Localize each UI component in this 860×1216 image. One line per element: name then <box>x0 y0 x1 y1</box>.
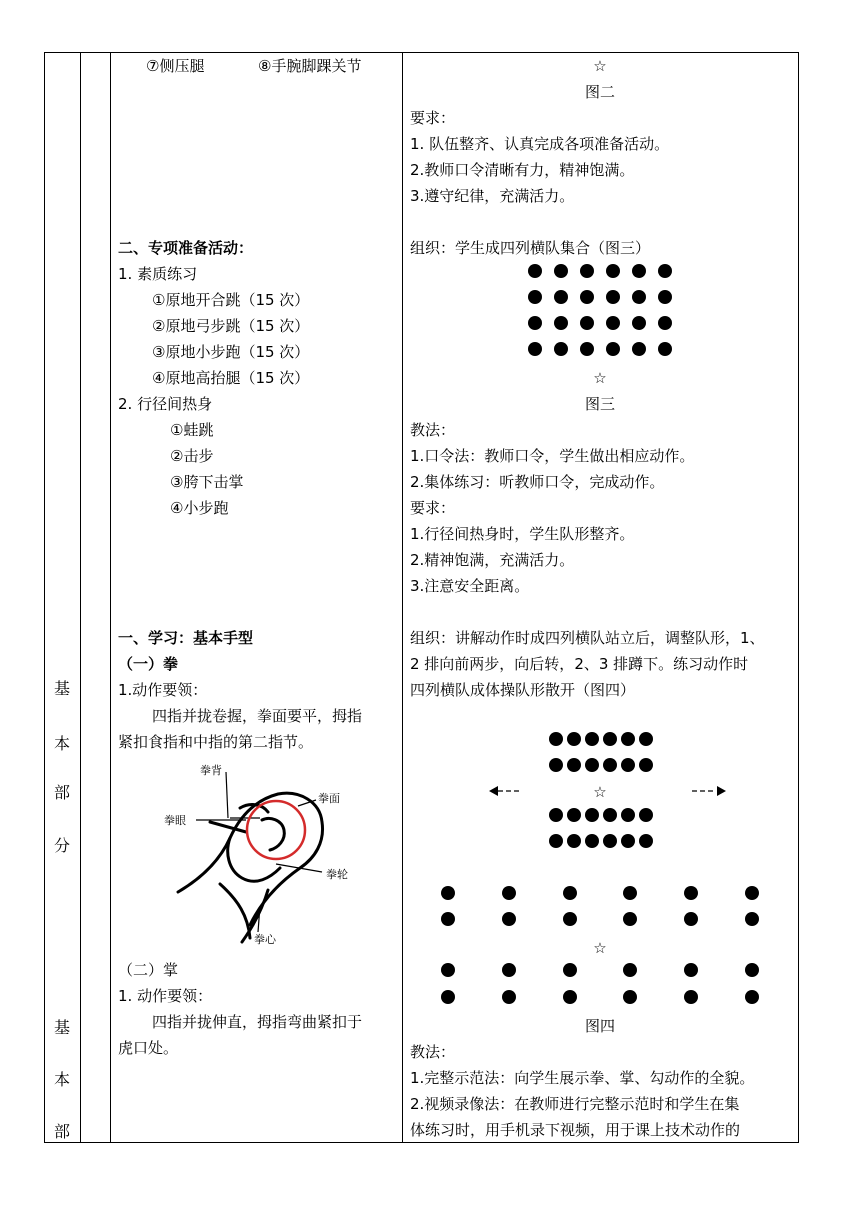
fist-label-back: 拳背 <box>200 765 222 777</box>
student-dot <box>606 316 620 330</box>
figure-caption: 图三 <box>584 395 615 413</box>
organization-text: 组织：学生成四列横队集合（图三） <box>410 239 651 257</box>
student-dot <box>502 963 516 977</box>
student-dot <box>585 758 599 772</box>
method-title: 教法： <box>410 1043 456 1061</box>
fist-req-title: 1.动作要领： <box>118 681 208 699</box>
requirement-item: 3.遵守纪律，充满活力。 <box>410 187 575 205</box>
student-dot <box>658 316 672 330</box>
student-dot <box>563 963 577 977</box>
student-dot <box>632 264 646 278</box>
palm-req-text: 四指并拢伸直，拇指弯曲紧扣于 <box>152 1013 363 1031</box>
fist-req-text: 四指并拢卷握，拳面要平，拇指 <box>152 707 363 725</box>
organization-text: 2 排向前两步，向后转，2、3 排蹲下。练习动作时 <box>410 655 749 673</box>
student-dot <box>603 808 617 822</box>
list-item: ④小步跑 <box>170 499 229 517</box>
student-dot <box>745 912 759 926</box>
organization-text: 四列横队成体操队形散开（图四） <box>410 681 636 699</box>
student-dot <box>502 912 516 926</box>
student-dot <box>639 758 653 772</box>
student-dot <box>658 264 672 278</box>
teacher-star: ☆ <box>593 939 607 957</box>
student-dot <box>632 316 646 330</box>
right-arrow-icon <box>690 786 726 796</box>
student-dot <box>549 758 563 772</box>
list-item: ④原地高抬腿（15 次） <box>152 369 310 387</box>
list-item: ③原地小步跑（15 次） <box>152 343 310 361</box>
student-dot <box>528 264 542 278</box>
student-dot <box>580 264 594 278</box>
method-item: 2.集体练习：听教师口令，完成动作。 <box>410 473 665 491</box>
fist-req-text: 紧扣食指和中指的第二指节。 <box>118 733 314 751</box>
table-border-col3 <box>402 52 403 1143</box>
student-dot <box>603 834 617 848</box>
student-dot <box>528 316 542 330</box>
side-label-char: 基 <box>53 1018 70 1037</box>
palm-req-title: 1. 动作要领： <box>118 987 213 1005</box>
list-heading: 2. 行径间热身 <box>118 395 213 413</box>
student-dot <box>502 886 516 900</box>
teacher-star: ☆ <box>593 369 607 387</box>
student-dot <box>554 342 568 356</box>
method-item: 体练习时，用手机录下视频，用于课上技术动作的 <box>410 1121 741 1139</box>
palm-req-text: 虎口处。 <box>118 1039 179 1057</box>
stretch-item-8: ⑧手腕脚踝关节 <box>258 57 362 75</box>
student-dot <box>567 732 581 746</box>
fist-label-heart: 拳心 <box>254 934 276 946</box>
method-title: 教法： <box>410 421 456 439</box>
student-dot <box>585 834 599 848</box>
student-dot <box>567 758 581 772</box>
student-dot <box>684 990 698 1004</box>
side-label-char: 本 <box>53 1070 70 1089</box>
section-title-basic-hand: 一、学习：基本手型 <box>118 629 254 647</box>
list-item: ③胯下击掌 <box>170 473 244 491</box>
list-item: ②击步 <box>170 447 214 465</box>
method-item: 1.完整示范法：向学生展示拳、掌、勾动作的全貌。 <box>410 1069 755 1087</box>
student-dot <box>563 886 577 900</box>
requirements-title: 要求： <box>410 109 456 127</box>
student-dot <box>554 316 568 330</box>
side-label-char: 本 <box>53 734 70 753</box>
fist-label-face: 拳面 <box>318 793 340 805</box>
side-label-char: 部 <box>53 1122 70 1141</box>
student-dot <box>441 912 455 926</box>
student-dot <box>621 758 635 772</box>
student-dot <box>639 808 653 822</box>
student-dot <box>639 834 653 848</box>
student-dot <box>639 732 653 746</box>
student-dot <box>549 808 563 822</box>
requirement-item: 2.精神饱满，充满活力。 <box>410 551 575 569</box>
student-dot <box>563 912 577 926</box>
list-item: ①原地开合跳（15 次） <box>152 291 310 309</box>
student-dot <box>580 290 594 304</box>
student-dot <box>549 834 563 848</box>
student-dot <box>585 808 599 822</box>
subsection-title-fist: （一）拳 <box>118 655 179 673</box>
student-dot <box>745 990 759 1004</box>
side-label-char: 基 <box>53 679 70 698</box>
teacher-star: ☆ <box>593 57 607 75</box>
student-dot <box>441 990 455 1004</box>
student-dot <box>528 290 542 304</box>
table-border-right <box>798 52 799 1143</box>
student-dot <box>441 886 455 900</box>
student-dot <box>554 264 568 278</box>
student-dot <box>580 316 594 330</box>
student-dot <box>502 990 516 1004</box>
student-dot <box>567 834 581 848</box>
fist-label-wheel: 拳轮 <box>326 869 348 881</box>
list-item: ②原地弓步跳（15 次） <box>152 317 310 335</box>
student-dot <box>745 963 759 977</box>
table-border-left <box>44 52 45 1143</box>
side-label-char: 分 <box>53 836 70 855</box>
table-border-col2 <box>110 52 111 1143</box>
student-dot <box>623 963 637 977</box>
student-dot <box>603 732 617 746</box>
requirement-item: 3.注意安全距离。 <box>410 577 530 595</box>
student-dot <box>621 732 635 746</box>
teacher-star: ☆ <box>593 783 607 801</box>
student-dot <box>632 342 646 356</box>
requirement-item: 1.行径间热身时，学生队形整齐。 <box>410 525 635 543</box>
student-dot <box>623 912 637 926</box>
student-dot <box>684 912 698 926</box>
subsection-title-palm: （二）掌 <box>118 961 179 979</box>
student-dot <box>563 990 577 1004</box>
student-dot <box>658 290 672 304</box>
student-dot <box>621 808 635 822</box>
student-dot <box>684 963 698 977</box>
student-dot <box>606 264 620 278</box>
section-title-special-warmup: 二、专项准备活动： <box>118 239 254 257</box>
student-dot <box>580 342 594 356</box>
organization-text: 组织：讲解动作时成四列横队站立后，调整队形，1、 <box>410 629 765 647</box>
student-dot <box>549 732 563 746</box>
student-dot <box>567 808 581 822</box>
student-dot <box>623 886 637 900</box>
student-dot <box>585 732 599 746</box>
table-border-col1 <box>80 52 81 1143</box>
student-dot <box>684 886 698 900</box>
student-dot <box>606 342 620 356</box>
student-dot <box>441 963 455 977</box>
student-dot <box>658 342 672 356</box>
requirement-item: 1. 队伍整齐、认真完成各项准备活动。 <box>410 135 670 153</box>
list-item: ①蛙跳 <box>170 421 214 439</box>
student-dot <box>603 758 617 772</box>
requirements-title: 要求： <box>410 499 456 517</box>
student-dot <box>745 886 759 900</box>
student-dot <box>554 290 568 304</box>
student-dot <box>621 834 635 848</box>
fist-illustration <box>150 760 390 950</box>
left-arrow-icon <box>489 786 525 796</box>
stretch-item-7: ⑦侧压腿 <box>146 57 205 75</box>
list-heading: 1. 素质练习 <box>118 265 198 283</box>
student-dot <box>606 290 620 304</box>
fist-label-eye: 拳眼 <box>164 815 186 827</box>
side-label-char: 部 <box>53 783 70 802</box>
student-dot <box>528 342 542 356</box>
figure-caption: 图二 <box>584 83 615 101</box>
requirement-item: 2.教师口令清晰有力，精神饱满。 <box>410 161 635 179</box>
figure-caption: 图四 <box>584 1017 615 1035</box>
student-dot <box>623 990 637 1004</box>
method-item: 1.口令法：教师口令，学生做出相应动作。 <box>410 447 695 465</box>
student-dot <box>632 290 646 304</box>
method-item: 2.视频录像法：在教师进行完整示范时和学生在集 <box>410 1095 740 1113</box>
